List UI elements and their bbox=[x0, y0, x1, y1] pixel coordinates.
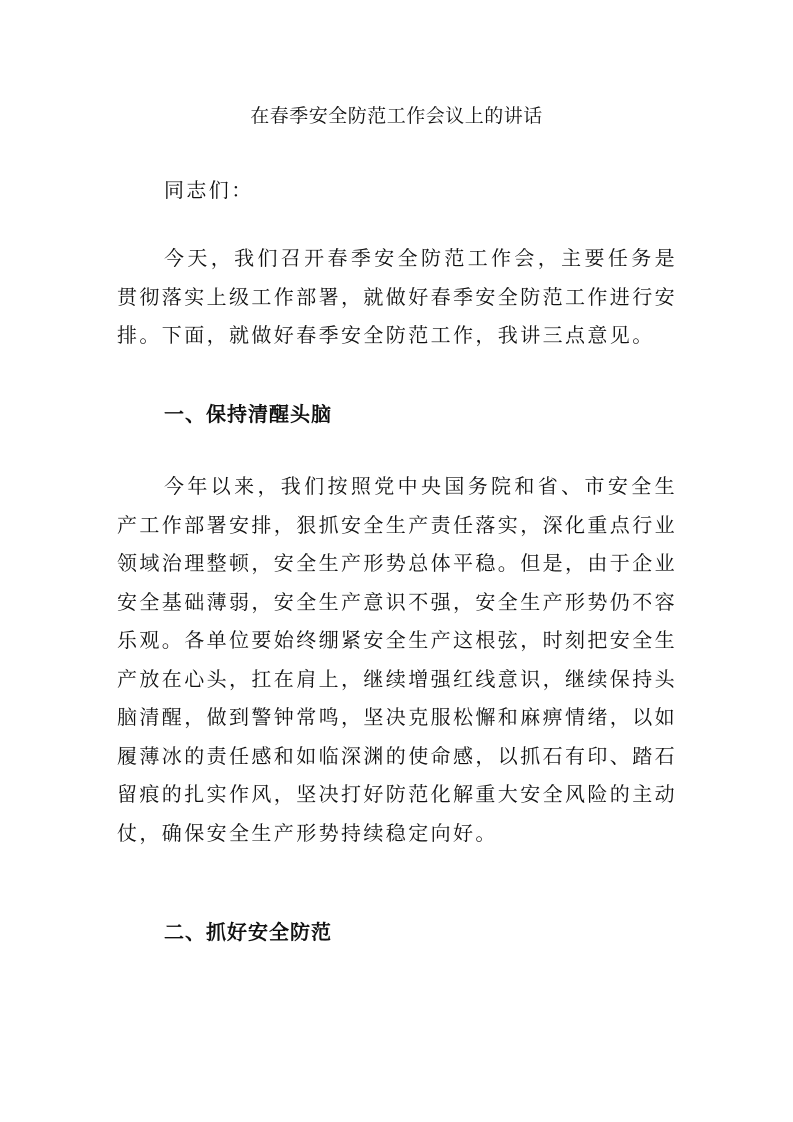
intro-paragraph: 今天，我们召开春季安全防范工作会，主要任务是贯彻落实上级工作部署，就做好春季安全防范工作进行安排。下面，就做好春季安全防范工作，我讲三点意见。 bbox=[117, 246, 677, 347]
greeting: 同志们： bbox=[164, 178, 254, 202]
section-1-paragraph: 今年以来，我们按照党中央国务院和省、市安全生产工作部署安排，狠抓安全生产责任落实，深化重点行业领域治理整顿，安全生产形势总体平稳。但是，由于企业安全基础薄弱，安全生产意识不强，安全生产形势仍不容乐观。各单位要始终绷紧安全生产这根弦，时刻把安全生产放在心头，扛在肩上，继续增强红线意识，继续保持头脑清醒，做到警钟常鸣，坚决克服松懈和麻痹情绪，以如履薄冰的责任感和如临深渊的使命感，以抓石有印、踏石留痕的扎实作风，坚决打好防范化解重大安全风险的主动仗，确保安全生产形势持续稳定向好。 bbox=[117, 474, 677, 845]
document-title: 在春季安全防范工作会议上的讲话 bbox=[250, 105, 543, 127]
section-heading-2: 二、抓好安全防范 bbox=[164, 920, 332, 944]
section-heading-1: 一、保持清醒头脑 bbox=[164, 402, 332, 426]
